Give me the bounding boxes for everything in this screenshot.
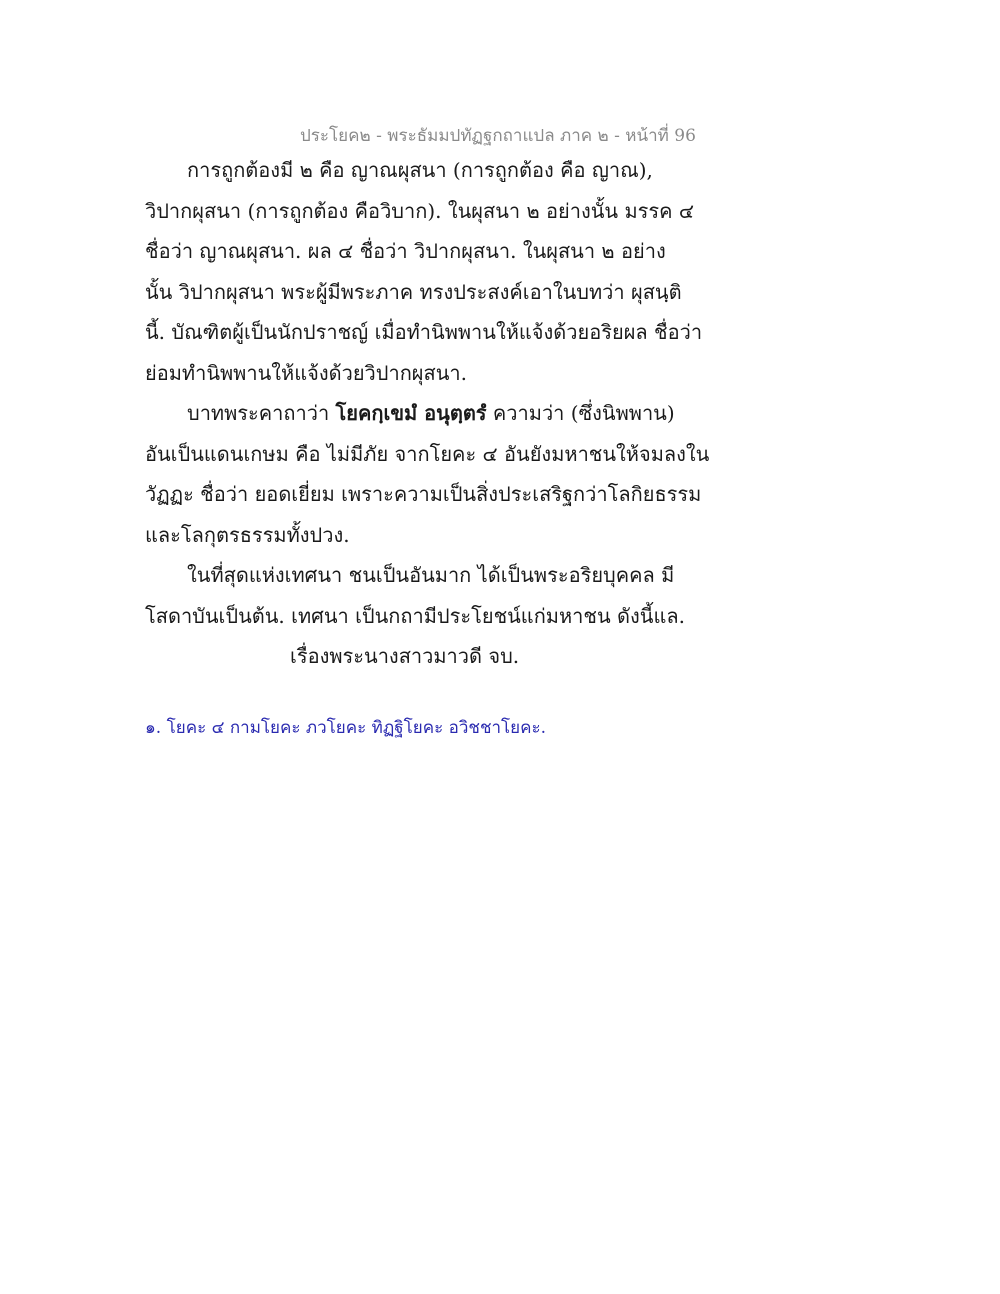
story-end-line: เรื่องพระนางสาวมาวดี จบ.	[290, 644, 520, 668]
paragraph-3-line-2: โสดาบันเป็นต้น. เทศนา เป็นกถามีประโยชน์แก่มหาชน ดังนี้แล.	[145, 603, 685, 628]
footnote: ๑. โยคะ ๔ กามโยคะ ภวโยคะ ทิฏฐิโยคะ อวิชชาโยคะ.	[145, 718, 547, 738]
paragraph-1-line-1: การถูกต้องมี ๒ คือ ญาณผุสนา (การถูกต้อง คือ ญาณ),	[187, 158, 653, 182]
paragraph-1-line-3: ชื่อว่า ญาณผุสนา. ผล ๔ ชื่อว่า วิปากผุสนา. ในผุสนา ๒ อย่าง	[145, 239, 666, 263]
paragraph-2-line-4: และโลกุตรธรรมทั้งปวง.	[145, 522, 350, 547]
pali-verse-term: โยคกฺเขมํ อนุตฺตรํ	[335, 401, 487, 425]
paragraph-2-line-3: วัฏฏะ ชื่อว่า ยอดเยี่ยม เพราะความเป็นสิ่งประเสริฐกว่าโลกิยธรรม	[145, 482, 702, 506]
paragraph-1-line-6: ย่อมทำนิพพานให้แจ้งด้วยวิปากผุสนา.	[145, 360, 467, 385]
paragraph-2-line-1	[145, 393, 705, 434]
paragraph-1-line-4: นั้น วิปากผุสนา พระผู้มีพระภาค ทรงประสงค์เอาในบทว่า ผุสนฺติ	[145, 279, 682, 304]
paragraph-3-line-1: ในที่สุดแห่งเทศนา ชนเป็นอันมาก ได้เป็นพระอริยบุคคล มี	[187, 563, 675, 587]
paragraph-2-trail-text: ความว่า (ซึ่งนิพพาน)	[486, 401, 675, 425]
paragraph-2-lead-text: บาทพระคาถาว่า	[187, 401, 336, 425]
running-header: ประโยค๒ - พระธัมมปทัฏฐกถาแปล ภาค ๒ - หน้าที่ 96	[300, 126, 696, 146]
paragraph-1-line-5: นี้. บัณฑิตผู้เป็นนักปราชญ์ เมื่อทำนิพพานให้แจ้งด้วยอริยผล ชื่อว่า	[145, 320, 703, 344]
paragraph-1-line-2: วิปากผุสนา (การถูกต้อง คือวิบาก). ในผุสนา ๒ อย่างนั้น มรรค ๔	[145, 198, 694, 223]
paragraph-2-line-2: อันเป็นแดนเกษม คือ ไม่มีภัย จากโยคะ ๔ อันยังมหาชนให้จมลงใน	[145, 441, 710, 466]
body-text	[145, 150, 710, 677]
